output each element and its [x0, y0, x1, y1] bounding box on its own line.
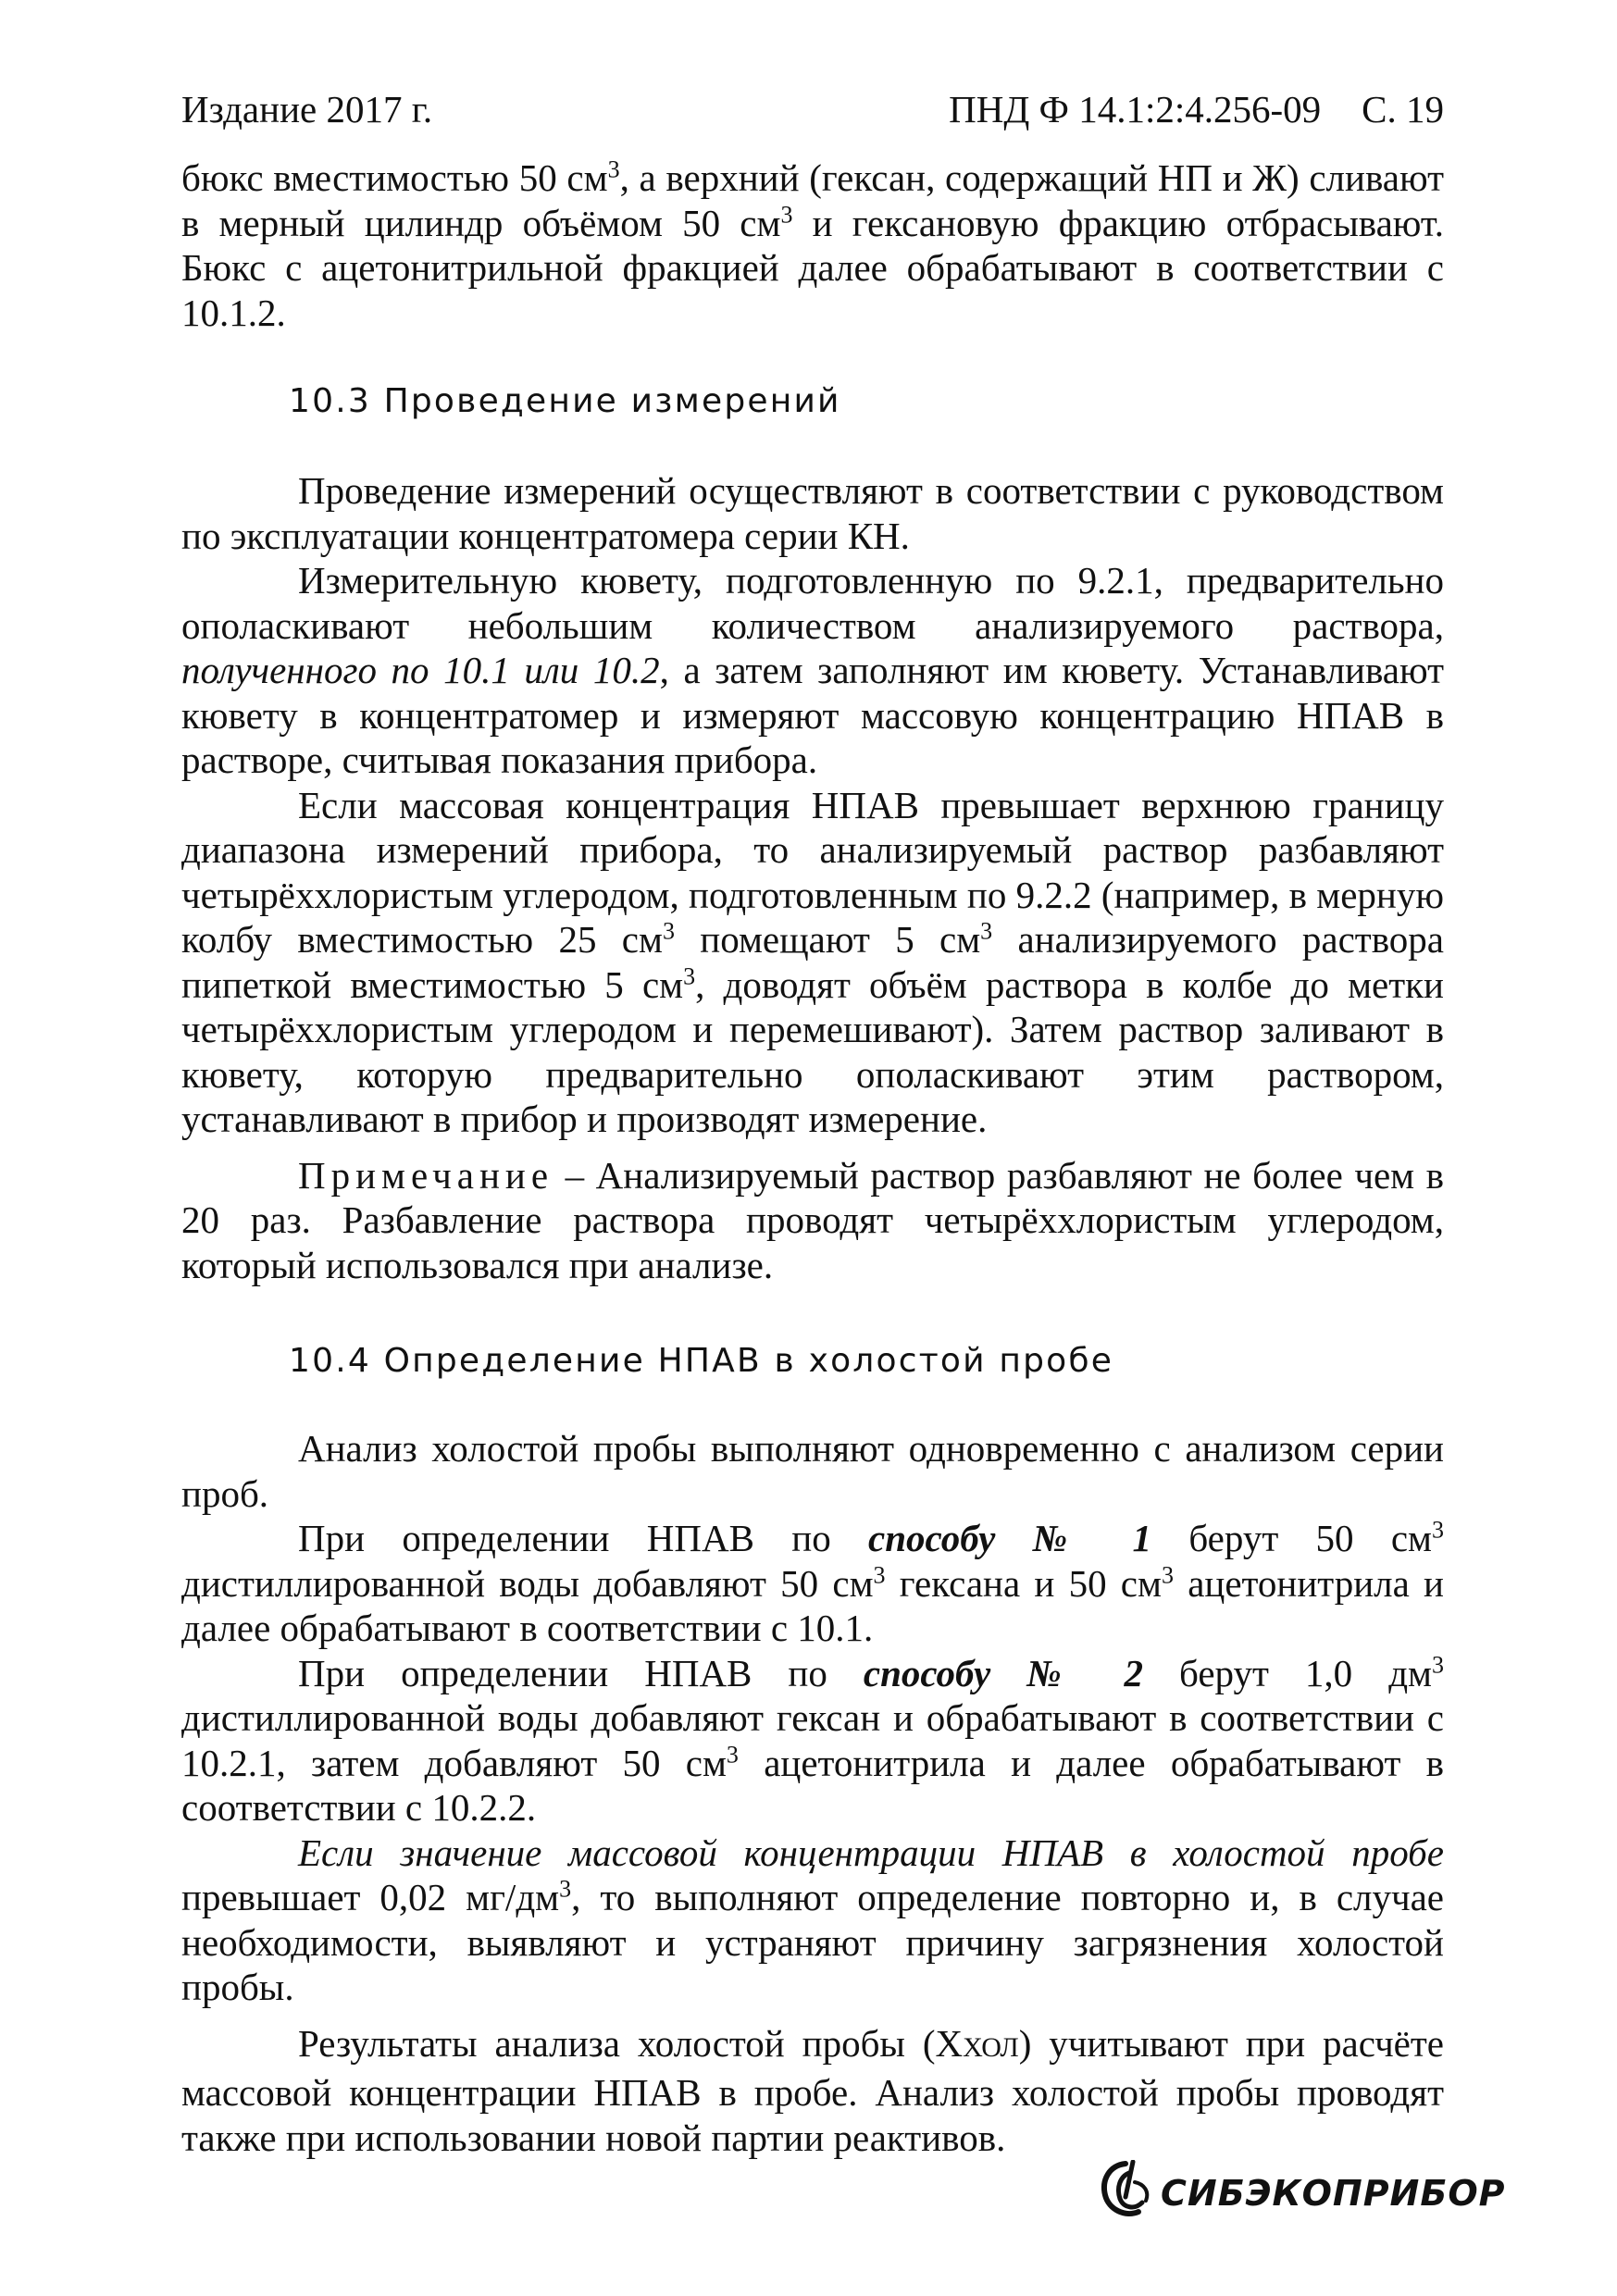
sibecopribor-logo: [1098, 2158, 1506, 2225]
method-2-label: способу № 2: [863, 1651, 1143, 1694]
logo-text: СИБЭКОПРИБОР: [1161, 2173, 1506, 2214]
document-code: ПНД Ф 14.1:2:4.256-09: [949, 88, 1322, 130]
paragraph-blank-limit: Если значение массовой концентрации НПАВ в холостой пробе превышает 0,02 $мг/дм^3$, то выполняют определение повторно и, в случае необходимости, выявляют и устраняют причину загрязнения холостой пробы.: [181, 1831, 1444, 2008]
header-right: [949, 85, 1444, 133]
paragraph-measurement-intro: Проведение измерений осуществляют в соответствии с руководством по эксплуатации концентратомера серии КН.: [181, 469, 1444, 557]
section-heading-10-3: 10.3 Проведение измерений: [289, 382, 841, 420]
note-label: Примечание: [298, 1153, 554, 1197]
paragraph-continuation: бюкс вместимостью 50 $см^3$, а верхний (гексан, содержащий НП и Ж) сливают в мерный цилиндр объёмом 50 $см^3$ и гексановую фракцию отбрасывают. Бюкс с ацетонитрильной фракцией далее обрабатывают в соответствии с 10.1.2.: [181, 155, 1444, 334]
paragraph-blank-intro: Анализ холостой пробы выполняют одновременно с анализом серии проб.: [181, 1427, 1444, 1515]
edition-label: Издание 2017 г.: [181, 88, 433, 130]
method-1-label: способу № 1: [868, 1517, 1152, 1559]
page-number: С. 19: [1362, 88, 1444, 130]
paragraph-dilution: Если массовая концентрация НПАВ превышает верхнюю границу диапазона измерений прибора, то анализируемый раствор разбавляют четырёххлористым углеродом, подготовленным по 9.2.2 (например, в мерную колбу вместимостью 25 $см^3$ помещают 5 $см^3$ анализируемого раствора пипеткой вместимостью 5 $см^3$, доводят объём раствора в колбе до метки четырёххлористым углеродом и перемешивают). Затем раствор заливают в кювету, которую предварительно ополаскивают этим раствором, устанавливают в прибор и производят измерение.: [181, 783, 1444, 1140]
paragraph-cuvette-fill: Измерительную кювету, подготовленную по 9.2.1, предварительно ополаскивают небольшим количеством анализируемого раствора, полученного по 10.1 или 10.2, а затем заполняют им кювету. Устанавливают кювету в концентратомер и измеряют массовую концентрацию НПАВ в растворе, считывая показания прибора.: [181, 559, 1445, 781]
paragraph-blank-results: Результаты анализа холостой пробы (ХХОЛ) учитывают при расчёте массовой концентрации НПАВ в пробе. Анализ холостой пробы проводят также при использовании новой партии реактивов.: [181, 2021, 1444, 2159]
document-body: [181, 155, 1444, 2160]
note: Примечание – Анализируемый раствор разбавляют не более чем в 20 раз. Разбавление раствора проводят четырёххлористым углеродом, который использовался при анализе.: [181, 1153, 1444, 1286]
paragraph-method-2: При определении НПАВ по способу № 2 берут 1,0 $дм^3$ дистиллированной воды добавляют гексан и обрабатывают в соответствии с 10.2.1, затем добавляют 50 $см^3$ ацетонитрила и далее обрабатывают в соответствии с 10.2.2.: [181, 1651, 1445, 1829]
paragraph-method-1: При определении НПАВ по способу № 1 берут 50 $см^3$ дистиллированной воды добавляют 50 $см^3$ гексана и 50 $см^3$ ацетонитрила и далее обрабатывают в соответствии с 10.1.: [181, 1516, 1444, 1649]
sibecopribor-logo-icon: [1098, 2160, 1155, 2223]
section-heading-10-4: 10.4 Определение НПАВ в холостой пробе: [289, 1342, 1114, 1380]
